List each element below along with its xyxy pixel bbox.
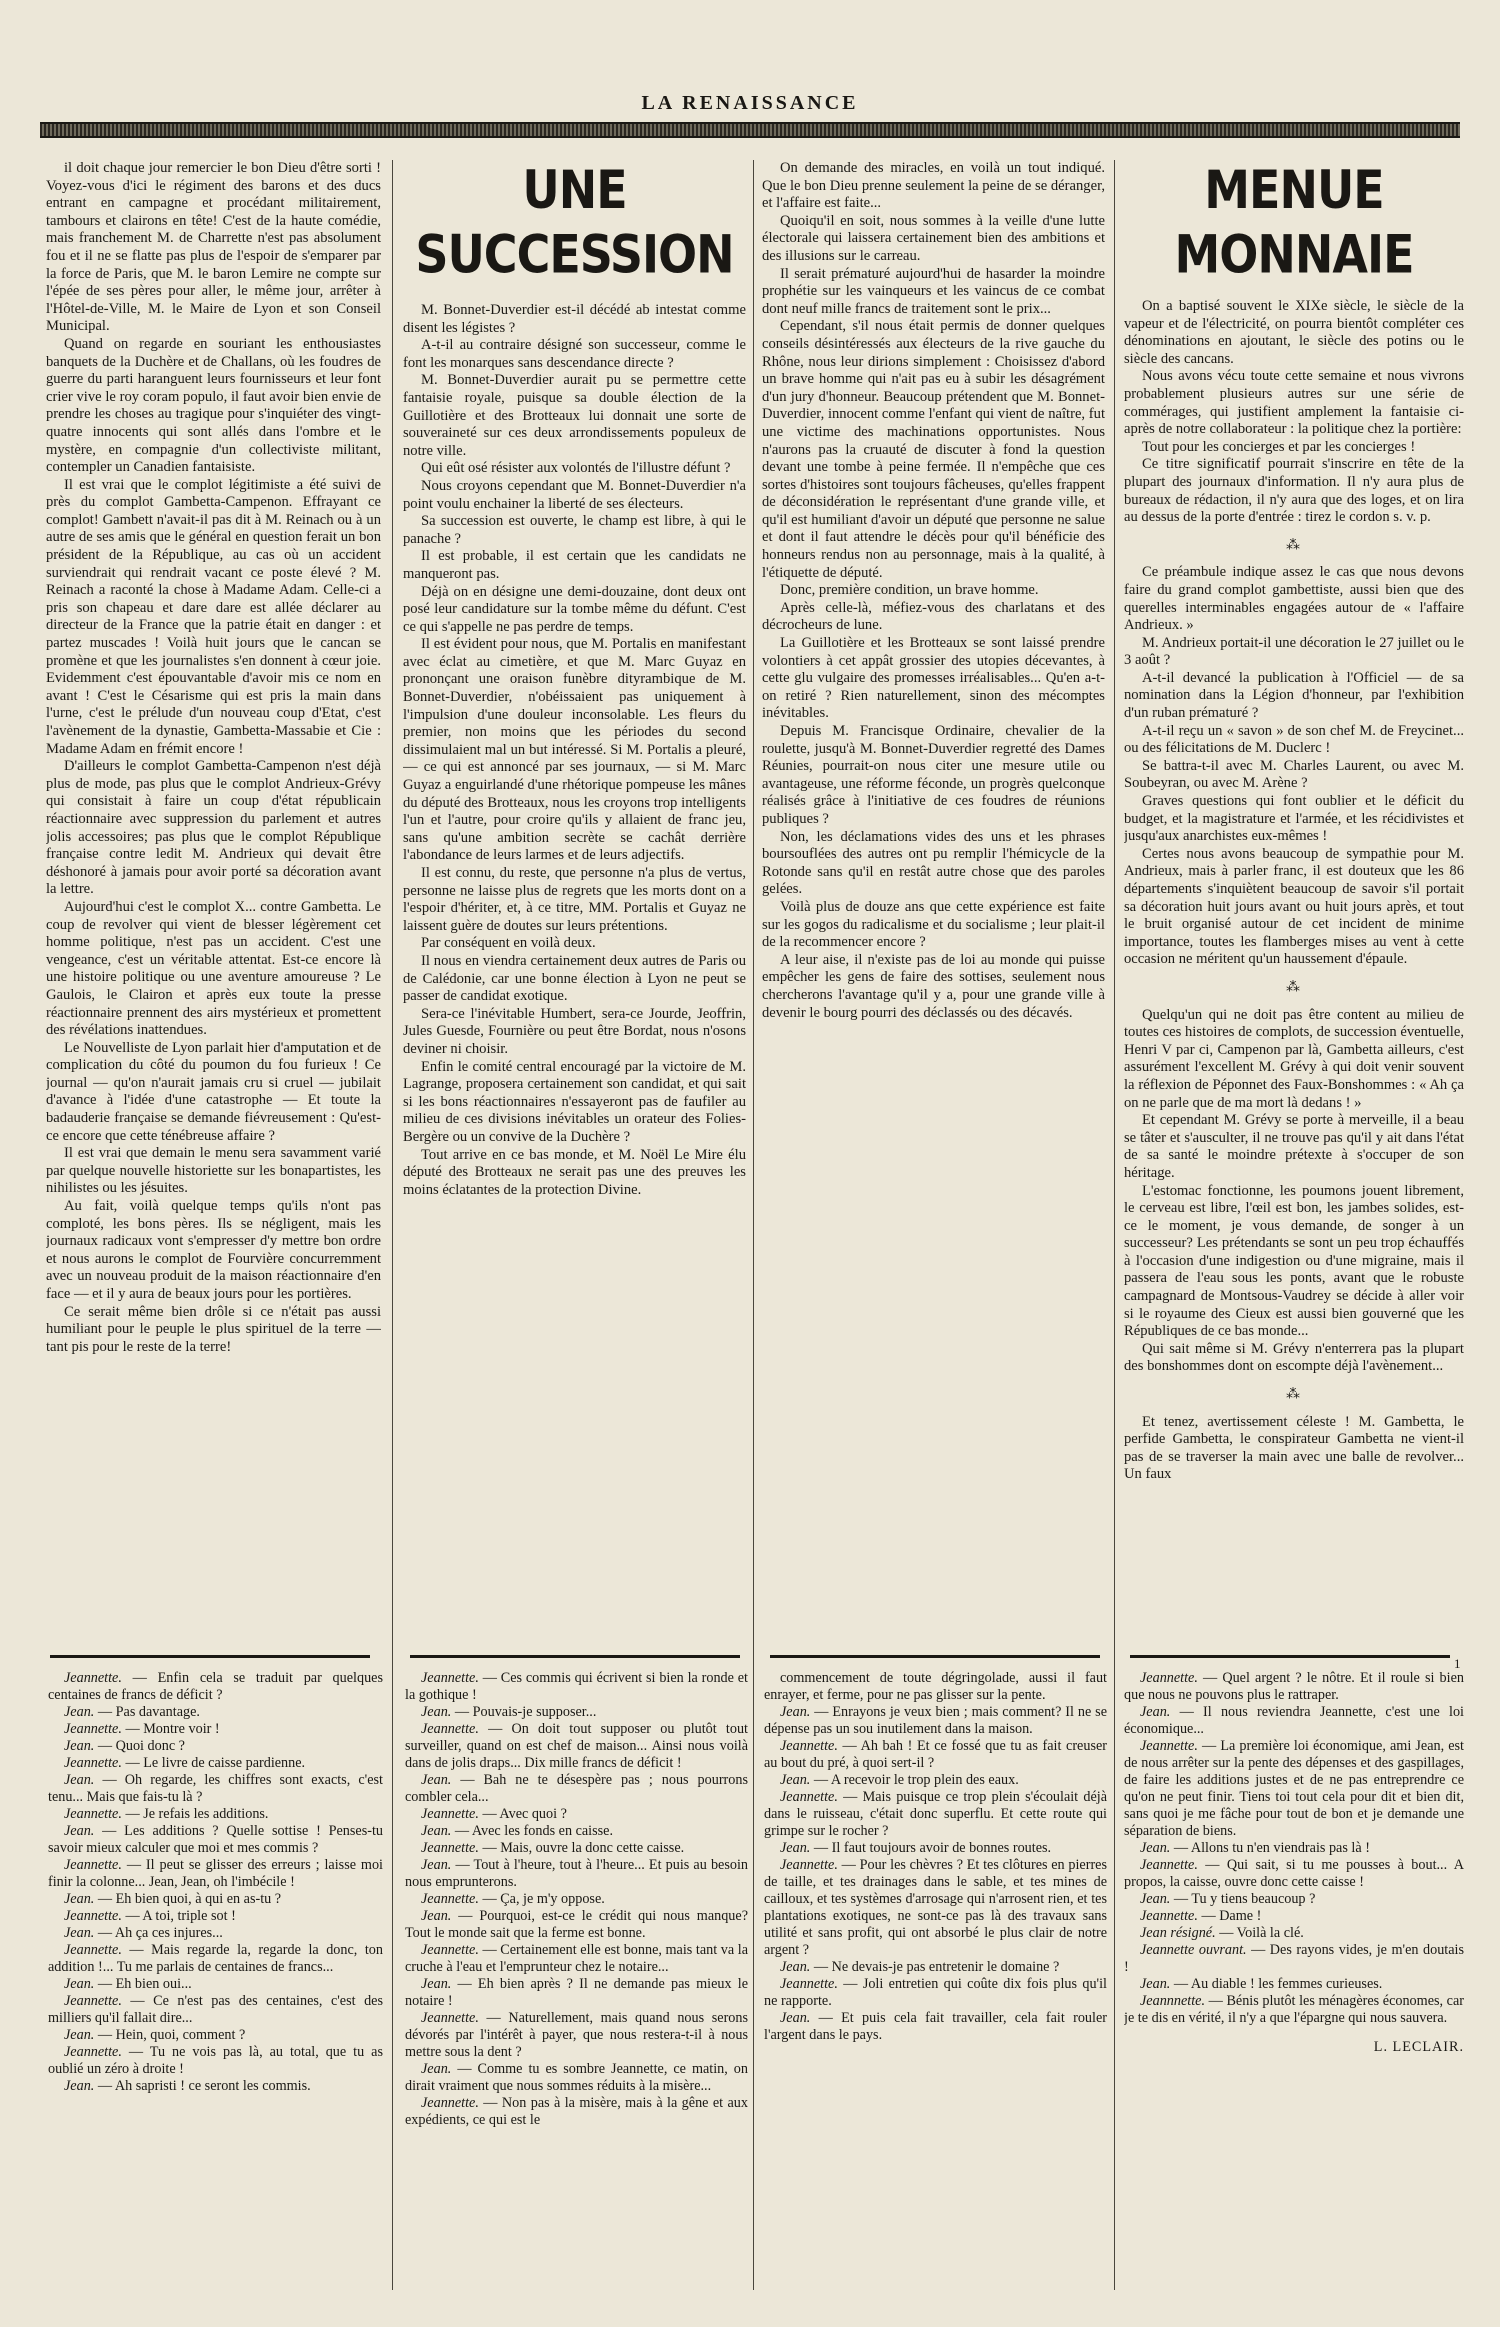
speaker: Jeannette. (1140, 1908, 1198, 1924)
speaker: Jeannette. (421, 1891, 479, 1907)
dialog-line (48, 1993, 383, 2027)
dialog-text: — Les additions ? Quelle sottise ! Penses-tu savoir mieux calculer que moi et mes commis ? (48, 1823, 383, 1856)
page-number: 1 (1454, 1656, 1461, 1671)
author-signature: L. LECLAIR. (1373, 2039, 1464, 2055)
speaker: Jean. (421, 1823, 452, 1839)
feuilleton-column-2 (405, 1670, 748, 2310)
dialog-line (48, 1925, 383, 1942)
dialog-line (1124, 1942, 1464, 1976)
paragraph: Il est évident pour nous, que M. Portalis en manifestant avec éclat au cimetière, et que M. Marc Guyaz en prononçant une oraison funèbre dityrambique de M. Bonnet-Duverdier, n'obéissaient pas uniquement à l'impulsion d'une douleur inconsolable. Les fleurs du premier, non moins que les périodes du second dissimulaient mal un but intéressé. Si M. Portalis a pleuré, — ce qui est annoncé par ses journaux, — si M. Marc Guyaz a enguirlandé d'une rhétorique pompeuse les mânes du député des Brotteaux, nous les croyons trop intelligents l'un et l'autre, pour croire qu'ils y allaient de franc jeu, sans qu'une ambition secrète se cachât derrière l'abondance de leurs larmes et de leurs adjectifs. (403, 636, 746, 864)
dialog-line (764, 1857, 1107, 1959)
star-separator: ⁂ (1286, 537, 1302, 553)
paragraph: Se battra-t-il avec M. Charles Laurent, ou avec M. Soubeyran, ou avec M. Arène ? (1124, 757, 1464, 792)
paragraph: A-t-il au contraire désigné son successeur, comme le font les monarques sans descendance directe ? (403, 337, 746, 371)
speaker: Jean. (780, 1704, 811, 1720)
dialog-line (48, 1976, 383, 1993)
dialog-text: — Voilà la clé. (1215, 1925, 1304, 1941)
dialog-line (1124, 1891, 1464, 1908)
star-separator: ⁂ (1286, 979, 1302, 995)
dialog-line (405, 1704, 748, 1721)
dialog-line (405, 2095, 748, 2129)
paragraph: Au fait, voilà quelque temps qu'ils n'ont pas comploté, les bons pères. Ils se négligent, mais les journaux radicaux vont s'empresser d'y mettre bon ordre et nous aurons le complot de Fourvière concurremment avec un nouveau produit de la maison réactionnaire d'en face — et il y aura de beaux jours pour les portières. (46, 1198, 381, 1302)
column-rule (1114, 160, 1115, 2290)
dialog-line (48, 1857, 383, 1891)
speaker: Jeannette. (421, 1721, 479, 1737)
dialog-line (405, 1976, 748, 2010)
paragraph: On a baptisé souvent le XIXe siècle, le siècle de la vapeur et de l'électricité, on pourra bientôt compléter ces dénominations en ajoutant, le siècle des potins ou le siècle des cancans. (1124, 298, 1464, 367)
speaker: Jean. (64, 1704, 95, 1720)
dialog-text: — Quoi donc ? (94, 1738, 185, 1754)
dialog-line (1124, 1670, 1464, 1704)
speaker: Jean. (421, 1772, 452, 1788)
dialog-line (764, 1704, 1107, 1738)
dialog-text: — A toi, triple sot ! (121, 1908, 236, 1924)
dialog-line (48, 1704, 383, 1721)
feuilleton-rule (40, 1655, 1460, 1658)
paragraph: Non, les déclamations vides des uns et les phrases boursouflées des autres ont pu remplir l'hémicycle de la Rotonde sans qu'il en restât autre chose que des paroles gelées. (762, 828, 1105, 898)
feuilleton-column-3 (764, 1670, 1107, 2310)
dialog-text: — A recevoir le trop plein des eaux. (810, 1772, 1019, 1788)
dialog-text: — Mais puisque ce trop plein s'écoulait déjà dans le ruisseau, c'était donc superflu. Et cette route qui grimpe sur le rocher ? (764, 1789, 1107, 1839)
column-3 (762, 160, 1105, 1655)
dialog-line (405, 1891, 748, 1908)
dialog-line (405, 1840, 748, 1857)
paragraph: Depuis M. Francisque Ordinaire, chevalier de la roulette, jusqu'à M. Bonnet-Duverdier regretté des Dames Réunies, pourrait-on nous citer une mesure utile ou avantageuse, une réforme féconde, un progrès quelconque réalisés grâce à l'initiative de ces foudres de réunions publiques ? (762, 723, 1105, 827)
paragraph: La Guillotière et les Brotteaux se sont laissé prendre volontiers à cet appât grossier des utopies décevantes, à cette glu vulgaire des promesses irréalisables... Qu'en a-t-on retiré ? Rien naturellement, sinon des mécomptes inévitables. (762, 635, 1105, 722)
dialog-text: — Montre voir ! (121, 1721, 220, 1737)
paragraph: Certes nous avons beaucoup de sympathie pour M. Andrieux, mais à parler franc, il est douteux que les 86 départements s'inquiètent beaucoup de savoir s'il portait sa décoration huit jours avant ou huit jours après, et tout le bruit organisé autour de cet incident de minime importance, toutes les flamberges mises au vent à cette occasion ne méritent qu'un haussement d'épaule. (1124, 845, 1464, 968)
speaker: Jean. (421, 1857, 452, 1873)
paragraph: Et tenez, avertissement céleste ! M. Gambetta, le perfide Gambetta, le conspirateur Gambetta ne vient-il pas de se traverser la main avec une balle de revolver... Un faux (1124, 1413, 1464, 1483)
column-rule (392, 160, 393, 2290)
speaker: Jean. (64, 1891, 95, 1907)
dialog-text: — Qui sait, si tu me pousses à bout... A propos, la caisse, ouvre donc cette caisse ! (1124, 1857, 1464, 1890)
dialog-text: — Pourquoi, est-ce le crédit qui nous manque? Tout le monde sait que la ferme est bonne. (405, 1908, 748, 1941)
dialog-text: — Non pas à la misère, mais à la gêne et aux expédients, ce qui est le (405, 2095, 748, 2128)
feuilleton-column-1 (48, 1670, 383, 2310)
speaker: Jeannette. (421, 1840, 479, 1856)
paragraph: A leur aise, il n'existe pas de loi au monde qui puisse empêcher les gens de faire des sottises, seulement nous chercherons l'avantage qu'il y a, pour une grande ville à devenir le bourg pourri des déclassés ou des décavés. (762, 951, 1105, 1021)
dialog-line (405, 1772, 748, 1806)
paragraph: A-t-il devancé la publication à l'Officiel — de sa nomination dans la Légion d'honneur, par l'exhibition d'un ruban prématuré ? (1124, 669, 1464, 722)
paragraph: On demande des miracles, en voilà un tout indiqué. Que le bon Dieu prenne seulement la peine de se déranger, et l'affaire est faite... (762, 160, 1105, 212)
speaker: Jean. (421, 1908, 452, 1924)
dialog-text: — Pas davantage. (94, 1704, 200, 1720)
speaker: Jean. (1140, 1704, 1171, 1720)
masthead-title: LA RENAISSANCE (641, 92, 859, 114)
dialog-line (405, 2010, 748, 2061)
paragraph: Quelqu'un qui ne doit pas être content au milieu de toutes ces histoires de complots, de succession éventuelle, Henri V par ci, Campenon par là, Gambetta ailleurs, c'est assurément l'excellent M. Grévy à qui doit venir souvent la réflexion de Péponnet des Faux-Bonshommes : « Ah ça on ne parle que de ma mort là dedans ! » (1124, 1006, 1464, 1111)
dialog-line (764, 1772, 1107, 1789)
speaker: Jean. (1140, 1976, 1171, 1992)
paragraph: Sa succession est ouverte, le champ est libre, à qui le panache ? (403, 513, 746, 547)
dialog-text: — Mais regarde la, regarde la donc, ton addition !... Tu me parlais de centaines de francs... (48, 1942, 383, 1975)
dialog-line (48, 1908, 383, 1925)
paragraph: M. Andrieux portait-il une décoration le 27 juillet ou le 3 août ? (1124, 634, 1464, 669)
speaker: Jeannette. (421, 2095, 479, 2111)
dialog-line (764, 1670, 1107, 1704)
speaker: Jean résigné. (1140, 1925, 1216, 1941)
dialog-line (1124, 1993, 1464, 2027)
dialog-line (48, 1670, 383, 1704)
paragraph: Il nous en viendra certainement deux autres de Paris ou de Calédonie, car une bonne élection à Lyon ne peut se passer de candidat exotique. (403, 952, 746, 1005)
dialog-text: — Le livre de caisse pardienne. (121, 1755, 306, 1771)
speaker: Jean. (64, 1738, 95, 1754)
dialog-text: — Pouvais-je supposer... (451, 1704, 597, 1720)
dialog-line (405, 1857, 748, 1891)
speaker: Jeannette. (780, 1789, 838, 1805)
speaker: Jeannette. (780, 1738, 838, 1754)
speaker: Jeannette. (64, 1721, 122, 1737)
dialog-text: — Bénis plutôt les ménagères économes, car je te dis en vérité, il n'y a que l'épargne qui nous sauvera. (1124, 1993, 1464, 2026)
paragraph: Cependant, s'il nous était permis de donner quelques conseils désintéressés aux électeurs de la rive gauche du Rhône, nous leur dirions simplement : Choisissez d'abord un brave homme qui n'ait pas eu à subir les désagrément d'un jury d'honneur. Beaucoup prétendent que M. Bonnet-Duverdier, innocent comme l'enfant qui vient de naître, fut une victime des machinations opportunistes. Nous n'aurons pas la cruauté de discuter à fond la question devant une tombe à peine fermée. Il n'empêche que ces sortes d'histoires sont toujours fâcheuses, qu'elles frappent de déconsidération le représentant d'une grande ville, et qu'il est humiliant d'avoir un député que personne ne salue et dont il faut attendre le décès pour qu'il bénéficie des honneurs rendus non au personnage, mais à la qualité, à l'étiquette de député. (762, 318, 1105, 581)
dialog-line (1124, 1976, 1464, 1993)
dialog-text: — Il faut toujours avoir de bonnes routes. (810, 1840, 1052, 1856)
dialog-line (764, 2010, 1107, 2044)
paragraph: Le Nouvelliste de Lyon parlait hier d'amputation et de complication du côté du poumon du fou furieux ! Ce journal — qu'on n'aurait jamais cru si cruel — jubilait d'avance à l'idée d'une catastrophe — Et toute la badauderie française se demande fiévreusement : Qu'est-ce encore que cette ténébreuse affaire ? (46, 1039, 381, 1144)
dialog-line (48, 2027, 383, 2044)
speaker: Jeannette. (64, 1908, 122, 1924)
dialog-text: — Ah sapristi ! ce seront les commis. (94, 2078, 311, 2094)
dialog-line (48, 1942, 383, 1976)
paragraph: Ce titre significatif pourrait s'inscrire en tête de la plupart des journaux d'information. Il n'y aura plus de bureaux de rédaction, il n'y aura que des loges, et on lira au dessus de la porte d'entrée : tirez le cordon s. v. p. (1124, 456, 1464, 526)
paragraph: Donc, première condition, un brave homme. (780, 582, 1039, 599)
dialog-line (48, 2078, 383, 2095)
speaker: Jean. (64, 1772, 95, 1788)
speaker: Jeannette. (421, 1806, 479, 1822)
dialog-text: — On doit tout supposer ou plutôt tout surveiller, quand on est chef de maison... Ainsi nous voilà dans de jolis draps... Dix mille francs de déficit ! (405, 1721, 748, 1771)
speaker: Jean. (64, 2027, 95, 2043)
speaker: Jean. (1140, 1840, 1171, 1856)
paragraph: Quoiqu'il en soit, nous sommes à la veille d'une lutte électorale qui laissera certainement bien des ambitions et des illusions sur le carreau. (762, 212, 1105, 264)
dialog-text: — Eh bien quoi, à qui en as-tu ? (94, 1891, 282, 1907)
dialog-text: — Naturellement, mais quand nous serons dévorés par l'intérêt à payer, que nous restera-t-il à nous mettre sous la dent ? (405, 2010, 748, 2060)
paragraph: Tout arrive en ce bas monde, et M. Noël Le Mire élu député des Brotteaux ne serait pas une des preuves les moins éclatantes de la protection Divine. (403, 1146, 746, 1198)
dialog-line (48, 1772, 383, 1806)
dialog-text: — Avec les fonds en caisse. (451, 1823, 614, 1839)
speaker: Jeannette. (64, 1806, 122, 1822)
speaker: Jean. (780, 1772, 811, 1788)
paragraph: Après celle-là, méfiez-vous des charlatans et des décrocheurs de lune. (762, 599, 1105, 634)
column-rule (753, 160, 754, 2290)
dialog-text: — Eh bien oui... (94, 1976, 192, 1992)
speaker: Jean. (64, 2078, 95, 2094)
dialog-line (1124, 1925, 1464, 1942)
dialog-text: — Ne devais-je pas entretenir le domaine ? (810, 1959, 1060, 1975)
dialog-text: commencement de toute dégringolade, aussi il faut enrayer, et ferme, pour ne pas glisser sur la pente. (764, 1670, 1107, 1703)
paragraph: Et cependant M. Grévy se porte à merveille, il a beau se tâter et s'ausculter, il ne trouve pas qu'il y ait dans l'état de sa santé le moindre prétexte à s'occuper de son héritage. (1124, 1112, 1464, 1181)
paragraph: Par conséquent en voilà deux. (421, 935, 596, 952)
paragraph: Nous avons vécu toute cette semaine et nous vivrons probablement plusieurs autres sur une série de commérages, qui justifient amplement la fantaisie ci-après de notre collaborateur : la politique chez la portière: (1124, 368, 1464, 438)
feuilleton-column-4 (1124, 1670, 1464, 2310)
dialog-line (48, 1738, 383, 1755)
paragraph: Déjà on en désigne une demi-douzaine, dont deux ont posé leur candidature sur la tombe même du défunt. C'est ce qui s'appelle ne pas perdre de temps. (403, 583, 746, 635)
speaker: Jean. (421, 2061, 452, 2077)
paragraph: Qui eût osé résister aux volontés de l'illustre défunt ? (421, 460, 731, 477)
paragraph: Ce serait même bien drôle si ce n'était pas aussi humiliant pour le peuple le plus spirituel de la terre — tant pis pour le reste de la terre! (46, 1303, 381, 1355)
dialog-line (48, 1806, 383, 1823)
dialog-text: — La première loi économique, ami Jean, est de nous arrêter sur la pente des dépenses et des gaspillages, de faire les additions justes et de ne pas entreprendre ce qu'on ne peut finir. Tiens toi tout cela pour dit et bien dit, sans quoi je me fâche pour tout de bon et je demande une séparation de biens. (1124, 1738, 1464, 1839)
dialog-text: — Quel argent ? le nôtre. Et il roule si bien que nous ne pouvons plus le rattraper. (1124, 1670, 1464, 1703)
speaker: Jeannette. (64, 1993, 122, 2009)
dialog-text: — Ça, je m'y oppose. (478, 1891, 605, 1907)
speaker: Jean. (421, 1976, 452, 1992)
dialog-text: — Ces commis qui écrivent si bien la ronde et la gothique ! (405, 1670, 748, 1703)
dialog-line (1124, 1704, 1464, 1738)
speaker: Jeannette. (64, 1942, 122, 1958)
dialog-text: — Il nous reviendra Jeannette, c'est une loi économique... (1124, 1704, 1464, 1737)
dialog-text: — Bah ne te désespère pas ; nous pourrons combler cela... (405, 1772, 748, 1805)
dialog-text: — Allons tu n'en viendrais pas là ! (1170, 1840, 1370, 1856)
dialog-text: — Et puis cela fait travailler, cela fait rouler l'argent dans le pays. (764, 2010, 1107, 2043)
dialog-text: — Tout à l'heure, tout à l'heure... Et puis au besoin nous emprunterons. (405, 1857, 748, 1890)
paragraph: Il est connu, du reste, que personne n'a plus de vertus, personne ne laisse plus de regrets que les morts dont on a l'espoir d'hériter, et, à ce titre, MM. Portalis et Guyaz ne laissent guère de doutes sur leurs prétentions. (403, 865, 746, 934)
dialog-text: — Comme tu es sombre Jeannette, ce matin, on dirait vraiment que nous sommes réduits à la misère... (405, 2061, 748, 2094)
dialog-text: — Je refais les additions. (121, 1806, 269, 1822)
speaker: Jeannette. (1140, 1857, 1198, 1873)
dialog-text: — Eh bien après ? Il ne demande pas mieux le notaire ! (405, 1976, 748, 2009)
article-heading-menue-monnaie: MENUE MONNAIE (1174, 160, 1414, 286)
dialog-line (405, 1823, 748, 1840)
dialog-text: — Certainement elle est bonne, mais tant va la cruche à l'eau et l'emprunteur chez le notaire... (405, 1942, 748, 1975)
paragraph: Sera-ce l'inévitable Humbert, sera-ce Jourde, Jeoffrin, Jules Guesde, Fournière ou peut être Bordat, nous n'osons deviner ni choisir. (403, 1005, 746, 1057)
paragraph: D'ailleurs le complot Gambetta-Campenon n'est déjà plus de mode, pas plus que le complot Andrieux-Grévy qui consistait à faire un coup d'état républicain réactionnaire avec suppression du parlement et autres jolis accessoires; pas plus que le complot République française contre ledit M. Andrieux qui devait être déshonoré à jamais pour avoir porté sa décoration avant la lettre. (46, 758, 381, 898)
speaker: Jeannette. (64, 2044, 122, 2060)
dialog-line (48, 1721, 383, 1738)
dialog-text: — Mais, ouvre la donc cette caisse. (478, 1840, 685, 1856)
speaker: Jeannette. (421, 1670, 479, 1686)
paragraph: M. Bonnet-Duverdier aurait pu se permettre cette fantaisie royale, puisque sa double élection de la Guillotière et des Brotteaux lui donnait une sorte de souveraineté sur ces deux arrondissements populeux de notre ville. (403, 372, 746, 459)
dialog-text: — Ah bah ! Et ce fossé que tu as fait creuser au bout du pré, à quoi sert-il ? (764, 1738, 1107, 1771)
paragraph: il doit chaque jour remercier le bon Dieu d'être sorti ! Voyez-vous d'ici le régiment des barons et des ducs entrant en campagne et procédant militairement, tambours et clairons en tête! C'est de la haute comédie, mais franchement M. de Charrette n'est pas absolument fou et il ne se flatte pas plus de l'espoir de s'emparer par la force de Paris, que M. le baron Lemire ne compte sur l'épée de ses pères pour aller, le même jour, arrêter à l'Hôtel-de-Ville, M. le Maire de Lyon et son Conseil Municipal. (46, 160, 381, 335)
speaker: Jeannette ouvrant. (1140, 1942, 1247, 1958)
dialog-text: — Dame ! (1197, 1908, 1262, 1924)
dialog-line (48, 2044, 383, 2078)
masthead-rule (40, 122, 1460, 138)
dialog-line (405, 1908, 748, 1942)
dialog-line (1124, 1840, 1464, 1857)
speaker: Jean. (64, 1925, 95, 1941)
paragraph: A-t-il reçu un « savon » de son chef M. de Freycinet... ou des félicitations de M. Duclerc ! (1124, 722, 1464, 757)
speaker: Jeannette. (64, 1755, 122, 1771)
speaker: Jeannnette. (1140, 1993, 1205, 2009)
paragraph: Ce préambule indique assez le cas que nous devons faire du grand complot gambettiste, aussi bien que des querelles interminables engagées autour de « l'affaire Andrieux. » (1124, 564, 1464, 634)
dialog-text: — Ce n'est pas des centaines, c'est des milliers qu'il fallait dire... (48, 1993, 383, 2026)
paragraph: Il est vrai que demain le menu sera savamment varié par quelque nouvelle historiette sur les bonapartistes, les nihilistes ou les jésuites. (46, 1145, 381, 1197)
paragraph: M. Bonnet-Duverdier est-il décédé ab intestat comme disent les légistes ? (403, 302, 746, 336)
paragraph: Voilà plus de douze ans que cette expérience est faite sur les gogos du radicalisme et du socialisme ; leur plait-il de la recommencer encore ? (762, 898, 1105, 951)
column-2 (403, 160, 746, 1655)
paragraph: Tout pour les concierges et par les concierges ! (1142, 438, 1416, 455)
paragraph: Enfin le comité central encouragé par la victoire de M. Lagrange, proposera certainement son candidat, et qui sait si les bons réactionnaires n'essayeront pas de faufiler au milieu de ces divisions inévitables un orateur des Folies-Bergère ou un convive de la Duchère ? (403, 1058, 746, 1145)
dialog-line (1124, 1738, 1464, 1840)
speaker: Jean. (780, 2010, 811, 2026)
speaker: Jean. (780, 1840, 811, 1856)
speaker: Jean. (64, 1823, 95, 1839)
dialog-text: — Des rayons vides, je m'en doutais ! (1124, 1942, 1464, 1975)
dialog-text: — Enfin cela se traduit par quelques centaines de francs de déficit ? (48, 1670, 383, 1703)
dialog-text: — Ah ça ces injures... (94, 1925, 223, 1941)
dialog-text: — Pour les chèvres ? Et tes clôtures en pierres de taille, et tes drainages dans le sable, et tes mines de cailloux, et tes systèmes d'arrosage qui n'arrosent rien, et tes plantations exotiques, ne sont-ce pas là des travaux sans utilité et sans profit, qui ont absorbé le plus clair de notre argent ? (764, 1857, 1107, 1958)
dialog-line (405, 2061, 748, 2095)
column-1 (46, 160, 381, 1655)
paragraph: Il est vrai que le complot légitimiste a été suivi de près du complot Gambetta-Campenon. Effrayant ce complot! Gambett n'avait-il pas dit à M. Reinach ou à un autre de ses amis que le général en question ferait un bon président de la République, au cas où un accident surviendrait qui rendrait vacant ce poste élevé ? M. Reinach a raconté la chose à Madame Adam. Celle-ci a pris son chapeau et dare dare est allée déclarer au directeur de la France que la patrie était en danger : et partez muscades ! Voilà huit jours que le cancan se promène et que les journalistes s'en donnent à cœur joie. Evidemment c'est épouvantable d'avoir mis ce nom en avant ! C'est le Césarisme qui est pris la main dans l'urne, c'est le prélude d'un nouveau coup d'Etat, c'est l'avènement de la dynastie, Gambetta-Massabie et Cie : Madame Adam en frémit encore ! (46, 476, 381, 757)
dialog-text: — Avec quoi ? (478, 1806, 567, 1822)
speaker: Jeannette. (64, 1670, 122, 1686)
dialog-line (48, 1891, 383, 1908)
star-separator: ⁂ (1286, 1387, 1302, 1403)
dialog-line (48, 1755, 383, 1772)
dialog-line (764, 1959, 1107, 1976)
speaker: Jeannette. (1140, 1738, 1198, 1754)
paragraph: Quand on regarde en souriant les enthousiastes banquets de la Duchère et de Challans, où les foudres de guerre du parti haranguent leurs fournisseurs et leur font crier vive le roy coram populo, il faut avoir bien envie de prendre les choses au tragique pour s'inquiéter des vingt-quatre innocents qui sont allés dans l'ombre et le mystère, en compagnie d'un collectiviste militant, contempler un Canadien fantaisiste. (46, 335, 381, 476)
article-heading-succession: UNE SUCCESSION (415, 160, 734, 286)
speaker: Jeannette. (780, 1857, 838, 1873)
dialog-line (1124, 1908, 1464, 1925)
paragraph: Il est probable, il est certain que les candidats ne manqueront pas. (403, 548, 746, 582)
column-4 (1124, 160, 1464, 1655)
dialog-text: — Enrayons je veux bien ; mais comment? Il ne se dépense pas un sou inutilement dans la maison. (764, 1704, 1107, 1737)
dialog-text: — Tu y tiens beaucoup ? (1170, 1891, 1316, 1907)
paragraph: L'estomac fonctionne, les poumons jouent librement, le cerveau est libre, l'œil est bon, les jambes solides, est-ce le moment, je vous demande, de songer à un successeur? Les prétendants se sont un peu trop échauffés à l'occasion d'une indigestion ou d'une migraine, mais il passera de l'eau sous les ponts, avant que le robuste campagnard de Montsous-Vaudrey se décide à aller voir si le royaume des Cieux est aussi bien gouverné que les Républiques de ce bas monde... (1124, 1182, 1464, 1340)
paragraph: Il serait prématuré aujourd'hui de hasarder la moindre prophétie sur les vainqueurs et les vaincus de ce combat dont neuf mille francs de traitement sont le prix... (762, 265, 1105, 317)
dialog-line (1124, 1857, 1464, 1891)
speaker: Jean. (421, 1704, 452, 1720)
speaker: Jeannette. (1140, 1670, 1198, 1686)
dialog-line (48, 1823, 383, 1857)
speaker: Jeannette. (421, 1942, 479, 1958)
dialog-line (405, 1806, 748, 1823)
dialog-line (405, 1942, 748, 1976)
dialog-line (764, 1738, 1107, 1772)
dialog-text: — Tu ne vois pas là, au total, que tu as oublié un zéro à droite ! (48, 2044, 383, 2077)
speaker: Jeannette. (780, 1976, 838, 1992)
dialog-text: — Hein, quoi, comment ? (94, 2027, 246, 2043)
speaker: Jean. (1140, 1891, 1171, 1907)
speaker: Jeannette. (421, 2010, 479, 2026)
dialog-text: — Au diable ! les femmes curieuses. (1170, 1976, 1383, 1992)
paragraph: Aujourd'hui c'est le complot X... contre Gambetta. Le coup de revolver qui vient de blesser légèrement cet homme politique, n'est pas un accident. C'est une vengeance, c'est un véritable attentat. Est-ce encore là une histoire politique ou une aventure amoureuse ? Le Gaulois, le Clairon et après eux toute la presse réactionnaire prennent des airs mystérieux et promettent des révélations inattendues. (46, 898, 381, 1039)
dialog-text: — Joli entretien qui coûte dix fois plus qu'il ne rapporte. (764, 1976, 1107, 2009)
speaker: Jeannette. (64, 1857, 122, 1873)
paragraph: Nous croyons cependant que M. Bonnet-Duverdier n'a point voulu enchainer la liberté de ses électeurs. (403, 477, 746, 512)
dialog-line (405, 1721, 748, 1772)
dialog-line (764, 1789, 1107, 1840)
dialog-line (405, 1670, 748, 1704)
dialog-text: — Oh regarde, les chiffres sont exacts, c'est tenu... Mais que fais-tu là ? (48, 1772, 383, 1805)
paragraph: Qui sait même si M. Grévy n'enterrera pas la plupart des bonshommes dont on escompte déjà l'avènement... (1124, 1340, 1464, 1375)
dialog-line (764, 1976, 1107, 2010)
dialog-line (764, 1840, 1107, 1857)
speaker: Jean. (64, 1976, 95, 1992)
speaker: Jean. (780, 1959, 811, 1975)
paragraph: Graves questions qui font oublier et le déficit du budget, et la magistrature et l'armée, et les récidivistes et jusqu'aux anarchistes eux-mêmes ! (1124, 793, 1464, 845)
dialog-text: — Il peut se glisser des erreurs ; laisse moi finir la colonne... Jean, Jean, oh l'imbécile ! (48, 1857, 383, 1890)
